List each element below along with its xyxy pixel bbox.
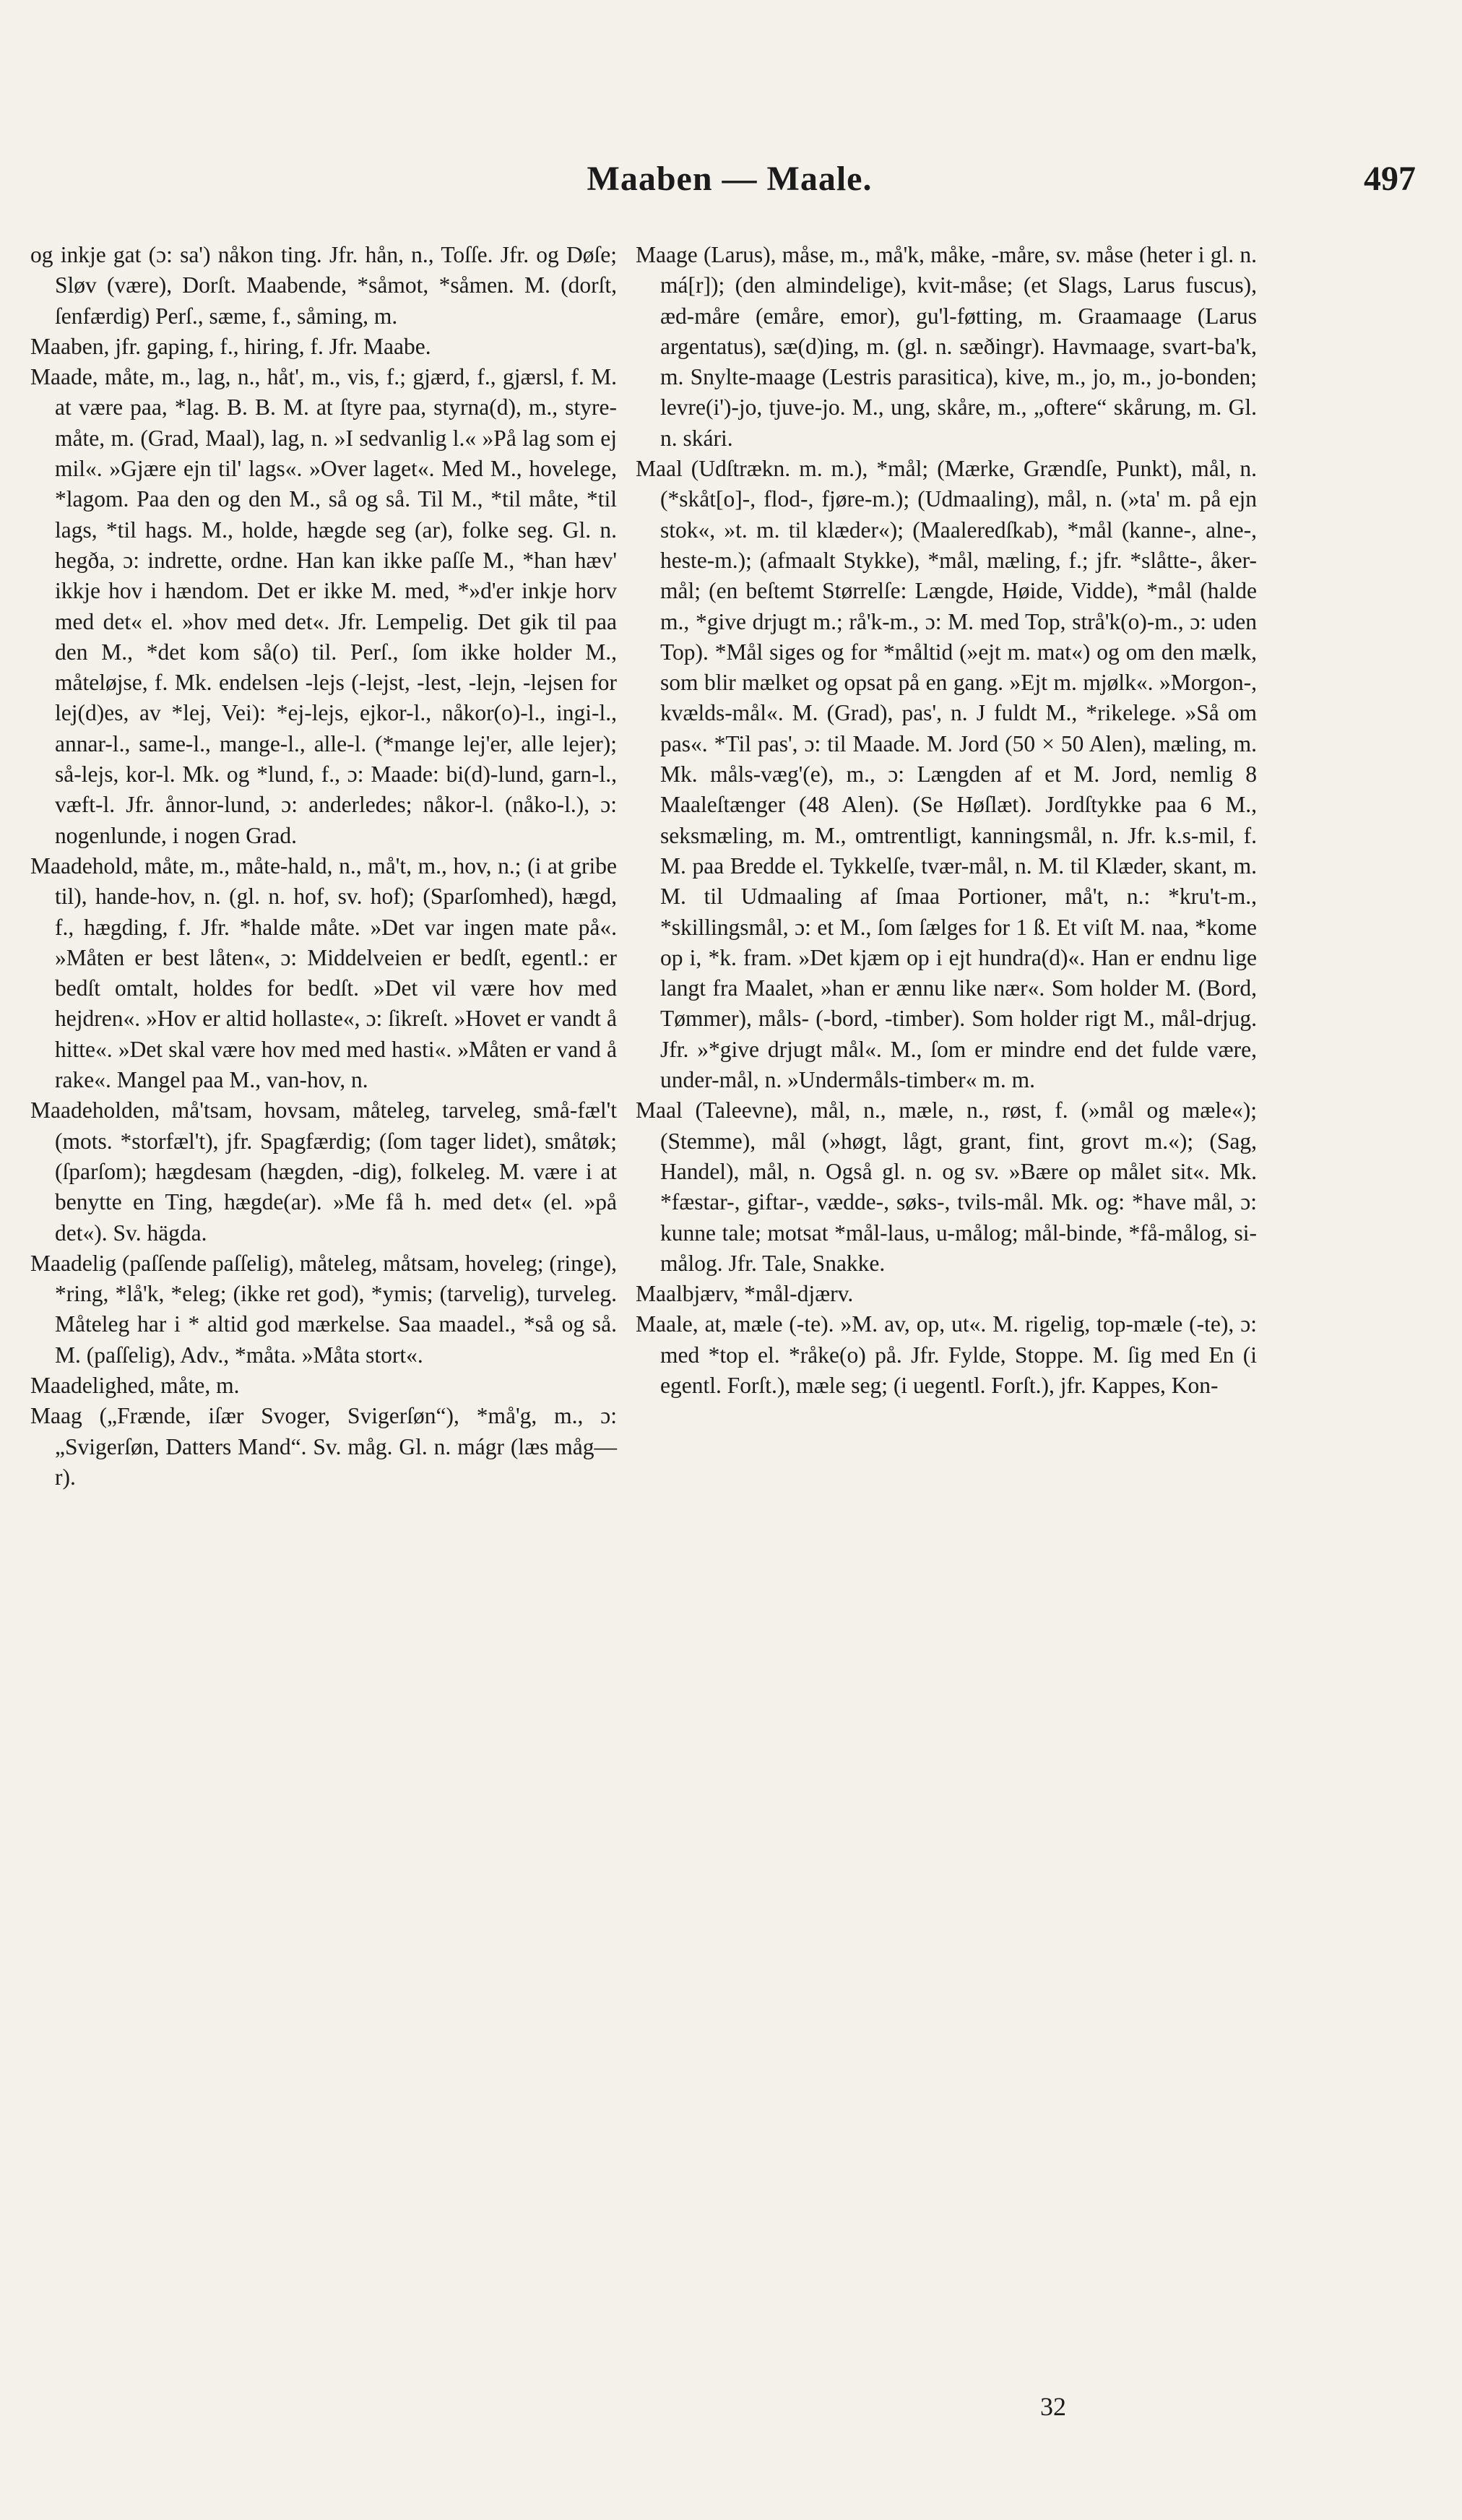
- page-header: [43, 159, 1416, 217]
- entry-paragraph: og inkje gat (ɔ: sa') nåkon ting. Jfr. hån, n., Toſſe. Jfr. og Døſe; Sløv (være), Dorſt. Maabende, *såmot, *såmen. M. (dorſt, ſenfærdig) Perſ., sæme, f., såming, m.: [30, 242, 617, 329]
- signature-mark: 32: [1040, 2392, 1066, 2421]
- right-column: [636, 240, 1257, 1401]
- entry-paragraph: Maadehold, måte, m., måte-hald, n., må't, m., hov, n.; (i at gribe til), hande-hov, n. (gl. n. hof, sv. hof); (Sparſomhed), hægd, f., hægding, f. Jfr. *halde måte. »Det var ingen mate på«. »Måten er best låten«, ɔ: Middelveien er bedſt, egentl.: er bedſt omtalt, holdes for bedſt. »Det vil være hov med hejdren«. »Hov er altid hollaste«, ɔ: ſikreſt. »Hovet er vandt å hitte«. »Det skal være hov med med hasti«. »Måten er vand å rake«. Mangel paa M., van-hov, n.: [30, 853, 617, 1093]
- left-column: [30, 240, 617, 1493]
- entry-paragraph: Maadelig (paſſende paſſelig), måteleg, måtsam, hoveleg; (ringe), *ring, *lå'k, *eleg; (ikke ret god), *ymis; (tarvelig), turveleg. Måteleg har i * altid god mærkelse. Saa maadel., *så og så. M. (paſſelig), Adv., *måta. »Måta stort«.: [30, 1250, 617, 1368]
- page-headword: Maaben — Maale.: [587, 160, 873, 198]
- entry-paragraph: Maaben, jfr. gaping, f., hiring, f. Jfr. Maabe.: [30, 333, 431, 359]
- entry-paragraph: Maalbjærv, *mål-djærv.: [636, 1281, 854, 1307]
- entry-paragraph: Maal (Taleevne), mål, n., mæle, n., røst, f. (»mål og mæle«); (Stemme), mål (»høgt, lågt, grant, fint, grovt m.«); (Sag, Handel), mål, n. Også gl. n. og sv. »Bære op målet sit«. Mk. *fæstar-, giftar-, vædde-, søks-, tvils-mål. Mk. og: *have mål, ɔ: kunne tale; motsat *mål-laus, u-målog; mål-binde, *få-målog, si-målog. Jfr. Tale, Snakke.: [636, 1097, 1257, 1276]
- entry-paragraph: Maage (Larus), måse, m., må'k, måke, -måre, sv. måse (heter i gl. n. má[r]); (den almindelige), kvit-måse; (et Slags, Larus fuscus), æd-måre (emåre, emor), gu'l-føtting, m. Graamaage (Larus argentatus), sæ(d)ing, m. (gl. n. sæðingr). Havmaage, svart-ba'k, m. Snylte-maage (Lestris parasitica), kive, m., jo, m., jo-bonden; levre(i')-jo, tjuve-jo. M., ung, skåre, m., „oftere“ skårung, m. Gl. n. skári.: [636, 242, 1257, 451]
- page-number: 497: [1364, 160, 1416, 198]
- entry-paragraph: Maadeholden, må'tsam, hovsam, måteleg, tarveleg, små-fæl't (mots. *storfæl't), jfr. Spagfærdig; (ſom tager lidet), småtøk; (ſparſom); hægdesam (hægden, -dig), folkeleg. M. være i at benytte en Ting, hægde(ar). »Me få h. med det« (el. »på det«). Sv. hägda.: [30, 1097, 617, 1246]
- entry-paragraph: Maade, måte, m., lag, n., håt', m., vis, f.; gjærd, f., gjærsl, f. M. at være paa, *lag. B. B. M. at ſtyre paa, styrna(d), m., styre-måte, m. (Grad, Maal), lag, n. »I sedvanlig l.« »På lag som ej mil«. »Gjære ejn til' lags«. »Over laget«. Med M., hovelege, *lagom. Paa den og den M., så og så. Til M., *til måte, *til lags, *til hags. M., holde, hægde seg (ar), folke seg. Gl. n. hegða, ɔ: indrette, ordne. Han kan ikke paſſe M., *han hæv' ikkje hov i hændom. Det er ikke M. med, *»d'er inkje horv med det« el. »hov med det«. Jfr. Lempelig. Det gik til paa den M., *det kom så(o) til. Perſ., ſom ikke holder M., måteløjse, f. Mk. endelsen -lejs (-lejst, -lest, -lejn, -lejsen for lej(d)es, av *lej, Vei): *ej-lejs, ejkor-l., nåkor(o)-l., ingi-l., annar-l., same-l., mange-l., alle-l. (*mange lej'er, alle lejer); så-lejs, kor-l. Mk. og *lund, f., ɔ: Maade: bi(d)-lund, garn-l., væft-l. Jfr. ånnor-lund, ɔ: anderledes; nåkor-l. (nåko-l.), ɔ: nogenlunde, i nogen Grad.: [30, 364, 617, 848]
- entry-paragraph: Maale, at, mæle (-te). »M. av, op, ut«. M. rigelig, top-mæle (-te), ɔ: med *top el. *råke(o) på. Jfr. Fylde, Stoppe. M. ſig med En (i egentl. Forſt.), mæle seg; (i uegentl. Forſt.), jfr. Kappes, Kon-: [636, 1311, 1257, 1398]
- entry-paragraph: Maadelighed, måte, m.: [30, 1372, 240, 1398]
- entry-paragraph: Maal (Udſtrækn. m. m.), *mål; (Mærke, Grændſe, Punkt), mål, n. (*skåt[o]-, flod-, fjøre-m.); (Udmaaling), mål, n. (»ta' m. på ejn stok«, »t. m. til klæder«); (Maaleredſkab), *mål (kanne-, alne-, heste-m.); (afmaalt Stykke), *mål, mæling, f.; jfr. *slåtte-, åker-mål; (en beſtemt Størrelſe: Længde, Høide, Vidde), *mål (halde m., *give drjugt m.; rå'k-m., ɔ: M. med Top, strå'k(o)-m., ɔ: uden Top). *Mål siges og for *måltid (»ejt m. mat«) og om den mælk, som blir mælket og opsat på en gang. »Ejt m. mjølk«. »Morgon-, kvælds-mål«. M. (Grad), pas', n. J fuldt M., *rikelege. »Så om pas«. *Til pas', ɔ: til Maade. M. Jord (50 × 50 Alen), mæling, m. Mk. måls-væg'(e), m., ɔ: Længden af et M. Jord, nemlig 8 Maaleſtænger (48 Alen). (Se Høſlæt). Jordſtykke paa 6 M., seksmæling, m. M., omtrentligt, kanningsmål, n. Jfr. k.s-mil, f. M. paa Bredde el. Tykkelſe, tvær-mål, n. M. til Klæder, skant, m. M. til Udmaaling af ſmaa Portioner, må't, n.: *kru't-m., *skillingsmål, ɔ: et M., ſom ſælges for 1 ß. Et viſt M. naa, *kome op i, *k. fram. »Det kjæm op i ejt hundra(d)«. Han er endnu lige langt fra Maalet, »han er ænnu like nær«. Som holder M. (Bord, Tømmer), måls- (-bord, -timber). Som holder rigt M., mål-drjug. Jfr. »*give drjugt mål«. M., ſom er mindre end det fulde være, under-mål, n. »Undermåls-timber« m. m.: [636, 456, 1257, 1093]
- entry-paragraph: Maag („Frænde, iſær Svoger, Svigerſøn“), *må'g, m., ɔ: „Svigerſøn, Datters Mand“. Sv. måg. Gl. n. mágr (læs måg—r).: [30, 1403, 617, 1490]
